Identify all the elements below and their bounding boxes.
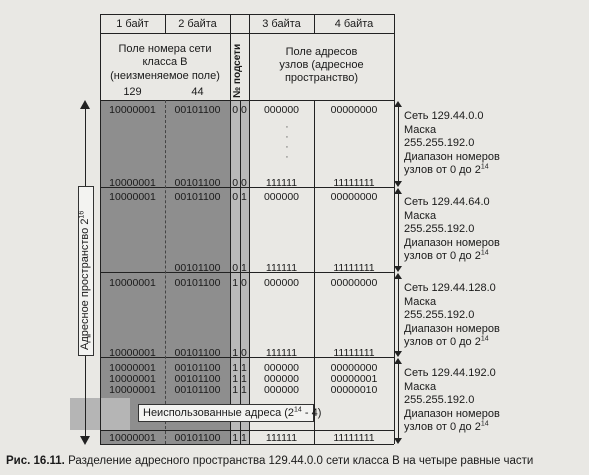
byte4-label: 4 байта — [334, 18, 374, 30]
net2-bits: 00101100 — [174, 177, 221, 189]
octet2-value: 44 — [191, 86, 204, 98]
subnet-bits: 1 1 — [232, 384, 247, 396]
ellipsis-dots: · · · · — [285, 121, 289, 163]
host4-bits: 11111111 — [333, 262, 375, 274]
network-field-label-1: Поле номера сети — [118, 43, 212, 55]
net2-bits: 00101100 — [174, 191, 221, 203]
net2-bits: 00101100 — [174, 362, 221, 374]
host-field-label-1: Поле адресов — [285, 46, 358, 58]
byte3-label: 3 байта — [262, 18, 301, 30]
net2-bits: 00101100 — [174, 347, 221, 359]
byte2-label: 2 байта — [178, 18, 217, 30]
subnet-bits: 0 0 — [232, 104, 247, 116]
host4-bits: 11111111 — [333, 177, 375, 189]
host3-bits: 000000 — [263, 384, 300, 396]
subnet-bits: 1 1 — [232, 362, 247, 374]
host4-bits: 00000010 — [330, 384, 378, 396]
net2-bits: 00101100 — [174, 373, 221, 385]
net2-bits: 00101100 — [174, 384, 221, 396]
subnet-bits: 1 1 — [232, 373, 247, 385]
host4-bits: 00000000 — [330, 191, 378, 203]
net1-bits: 10000001 — [109, 362, 156, 374]
subnet-bits: 0 1 — [232, 262, 247, 274]
net1-bits: 10000001 — [109, 104, 156, 116]
host4-bits: 00000000 — [330, 362, 378, 374]
subnet-bits: 1 0 — [232, 347, 247, 359]
figure-caption: Рис. 16.11. Разделение адресного пространства 129.44.0.0 сети класса В на четыре равные части — [6, 455, 534, 467]
host3-bits: 000000 — [263, 373, 300, 385]
host3-bits: 000000 — [263, 362, 300, 374]
address-space-label: Адресное пространство $2^{16}$ — [78, 210, 91, 350]
net1-bits: 10000001 — [109, 191, 156, 203]
subnet-info-4: Сеть 129.44.192.0 Маска 255.255.192.0 Диапазон номеров узлов от 0 до $2^{14}$ — [404, 367, 500, 433]
host4-bits: 00000000 — [330, 277, 378, 289]
host4-bits: 00000001 — [330, 373, 378, 385]
net1-bits: 10000001 — [109, 384, 156, 396]
host3-bits: 111111 — [265, 432, 298, 444]
subnet-info-3: Сеть 129.44.128.0 Маска 255.255.192.0 Диапазон номеров узлов от 0 до $2^{14}$ — [404, 282, 500, 348]
subnet-info-1: Сеть 129.44.0.0 Маска 255.255.192.0 Диапазон номеров узлов от 0 до $2^{14}$ — [404, 110, 500, 176]
octet1-value: 129 — [123, 86, 142, 98]
host3-bits: 111111 — [265, 262, 298, 274]
network-field-label-3: (неизменяемое поле) — [110, 70, 220, 82]
host3-bits: 111111 — [265, 177, 298, 189]
net2-bits: 00101100 — [174, 277, 221, 289]
host4-bits: 00000000 — [330, 104, 378, 116]
host3-bits: 000000 — [263, 277, 300, 289]
net1-bits: 10000001 — [109, 373, 156, 385]
net1-bits: 10000001 — [109, 177, 156, 189]
unused-addresses-box — [138, 404, 322, 422]
host3-bits: 000000 — [263, 191, 300, 203]
net2-bits: 00101100 — [174, 432, 221, 444]
unused-addresses-label: Неиспользованные адреса $(2^{14} - 4)$ — [143, 406, 322, 419]
net1-bits: 10000001 — [109, 432, 156, 444]
subnet-number-label: № подсети — [232, 43, 243, 98]
host-field-label-2: узлов (адресное — [279, 59, 364, 71]
host-field-label-3: пространство) — [284, 72, 359, 84]
subnet-bits: 1 0 — [232, 277, 247, 289]
subnet-bits: 0 0 — [232, 177, 247, 189]
subnet-bits: 1 1 — [232, 432, 247, 444]
subnet-info-2: Сеть 129.44.64.0 Маска 255.255.192.0 Диапазон номеров узлов от 0 до $2^{14}$ — [404, 196, 500, 262]
net2-bits: 00101100 — [174, 262, 221, 274]
subnet-bits: 0 1 — [232, 191, 247, 203]
network-field-label-2: класса В — [142, 56, 188, 68]
host4-bits: 11111111 — [333, 347, 375, 359]
net1-bits: 10000001 — [109, 347, 156, 359]
byte1-label: 1 байт — [116, 18, 149, 30]
host3-bits: 111111 — [265, 347, 298, 359]
net1-bits: 10000001 — [109, 277, 156, 289]
host3-bits: 000000 — [263, 104, 300, 116]
net2-bits: 00101100 — [174, 104, 221, 116]
host4-bits: 11111111 — [333, 432, 375, 444]
